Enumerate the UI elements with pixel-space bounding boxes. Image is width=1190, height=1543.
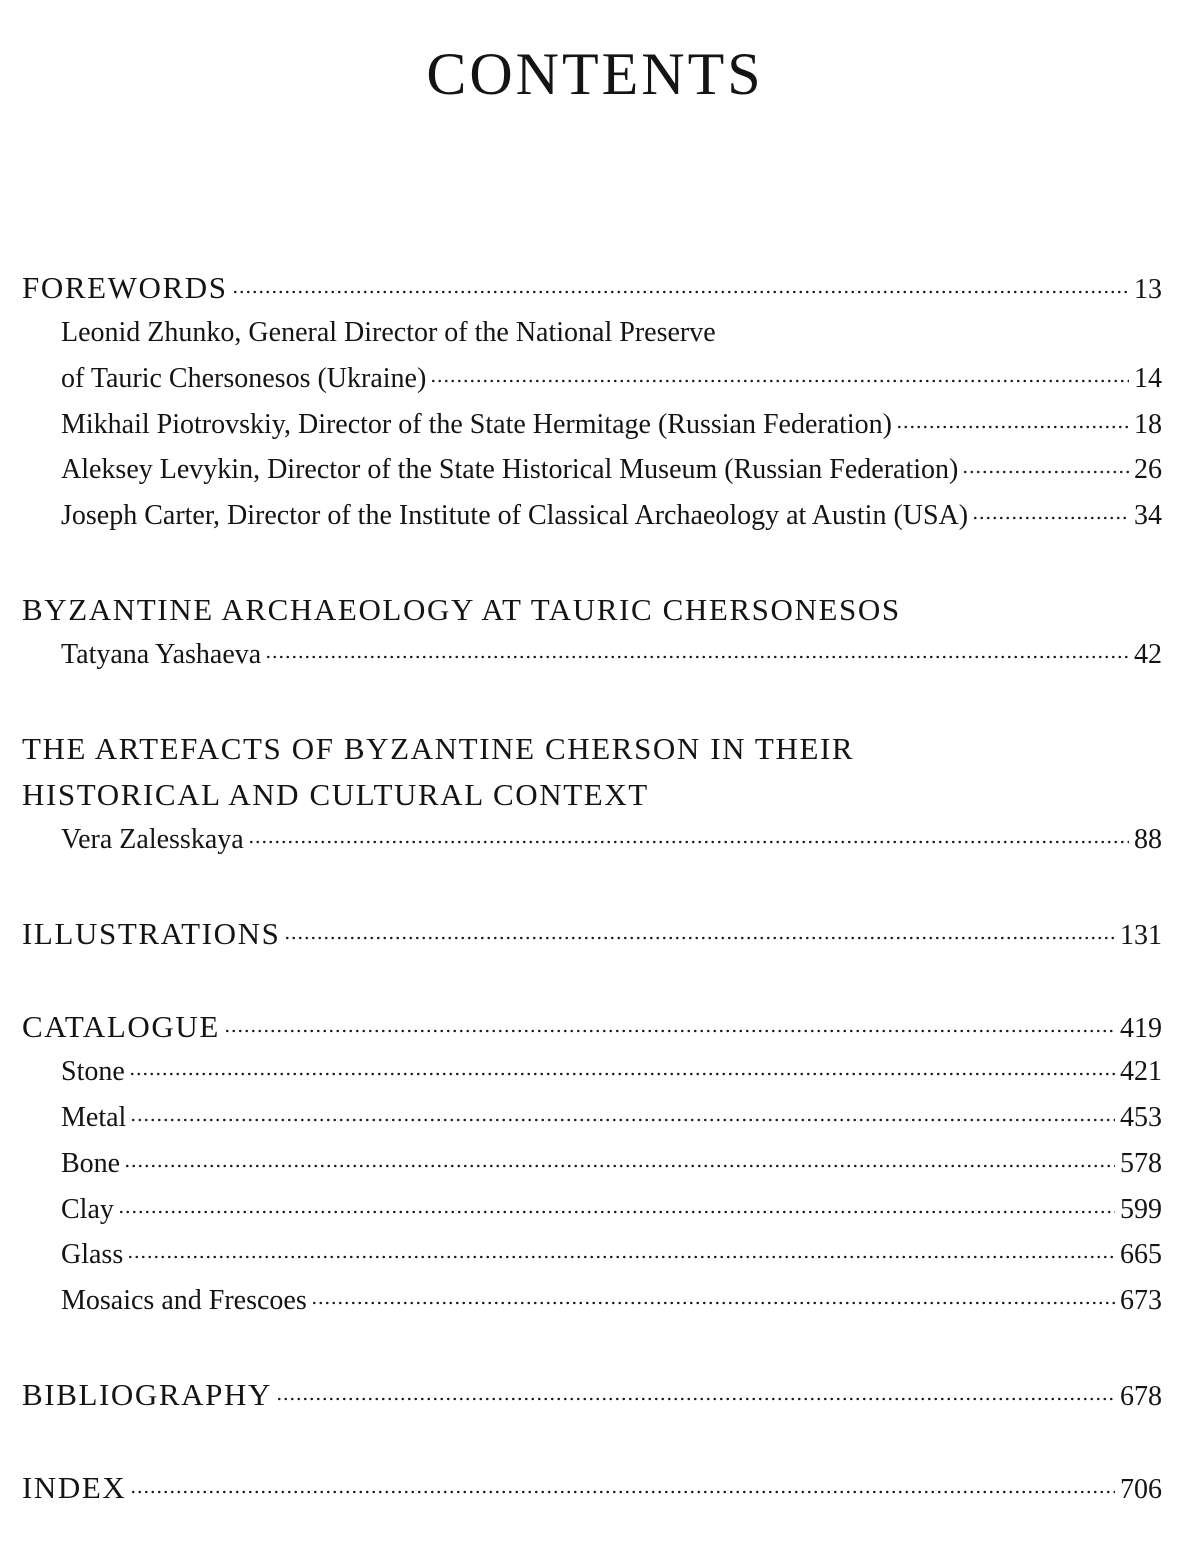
entry-label: Aleksey Levykin, Director of the State Historical Museum (Russian Federation) <box>61 454 959 485</box>
dot-leader <box>276 1393 1115 1405</box>
toc-entry-zhunko-line1[interactable] <box>61 319 1162 347</box>
section-title: INDEX <box>22 1470 127 1505</box>
page-number: 419 <box>1120 1013 1162 1044</box>
entry-label: Stone <box>61 1056 125 1087</box>
page-number: 421 <box>1120 1056 1162 1087</box>
page-number: 453 <box>1120 1102 1162 1133</box>
toc-entry-bone[interactable] <box>61 1150 1162 1178</box>
page-number: 42 <box>1134 639 1162 670</box>
toc-entry-stone[interactable] <box>61 1058 1162 1086</box>
dot-leader <box>124 1160 1115 1172</box>
dot-leader <box>311 1297 1115 1309</box>
toc-entry-zhunko[interactable] <box>61 365 1162 393</box>
dot-leader <box>224 1025 1115 1037</box>
dot-leader <box>130 1486 1115 1498</box>
page-number: 14 <box>1134 363 1162 394</box>
page-number: 26 <box>1134 454 1162 485</box>
page-number: 34 <box>1134 500 1162 531</box>
section-title: ILLUSTRATIONS <box>22 916 281 951</box>
toc-entry-artefacts-line1[interactable] <box>22 733 1162 764</box>
page-number: 131 <box>1120 920 1162 951</box>
dot-leader <box>265 651 1129 663</box>
dot-leader <box>284 932 1115 944</box>
page-number: 13 <box>1134 274 1162 305</box>
entry-label: Glass <box>61 1239 124 1270</box>
toc-entry-metal[interactable] <box>61 1104 1162 1132</box>
toc-entry-piotrovskiy[interactable] <box>61 411 1162 439</box>
section-title: BIBLIOGRAPHY <box>22 1377 272 1412</box>
section-title: THE ARTEFACTS OF BYZANTINE CHERSON IN THEIR <box>22 731 855 766</box>
entry-label: of Tauric Chersonesos (Ukraine) <box>61 363 427 394</box>
section-title: FOREWORDS <box>22 270 228 305</box>
toc-entry-index[interactable] <box>22 1472 1162 1504</box>
page-title: CONTENTS <box>426 41 764 107</box>
toc-entry-carter[interactable] <box>61 502 1162 530</box>
entry-label: Leonid Zhunko, General Director of the National Preserve <box>61 317 716 348</box>
dot-leader <box>248 836 1129 848</box>
page-number: 18 <box>1134 409 1162 440</box>
toc-entry-mosaics-frescoes[interactable] <box>61 1287 1162 1315</box>
dot-leader <box>962 466 1129 478</box>
entry-label: Vera Zalesskaya <box>61 824 244 855</box>
page-number: 578 <box>1120 1148 1162 1179</box>
dot-leader <box>118 1206 1115 1218</box>
toc-entry-illustrations[interactable] <box>22 918 1162 950</box>
dot-leader <box>972 512 1129 524</box>
section-title: CATALOGUE <box>22 1009 220 1044</box>
dot-leader <box>130 1114 1115 1126</box>
dot-leader <box>896 421 1129 433</box>
toc-entry-glass[interactable] <box>61 1241 1162 1269</box>
dot-leader <box>129 1068 1115 1080</box>
toc-entry-bibliography[interactable] <box>22 1379 1162 1411</box>
toc-entry-artefacts-line2[interactable] <box>22 779 1162 810</box>
entry-label: Metal <box>61 1102 127 1133</box>
page-number: 678 <box>1120 1381 1162 1412</box>
entry-label: Mikhail Piotrovskiy, Director of the State Hermitage (Russian Federation) <box>61 409 893 440</box>
toc-entry-catalogue[interactable] <box>22 1011 1162 1043</box>
dot-leader <box>232 286 1129 298</box>
toc-entry-byzantine-archaeology[interactable] <box>22 594 1162 625</box>
page-number: 88 <box>1134 824 1162 855</box>
toc-entry-clay[interactable] <box>61 1196 1162 1224</box>
dot-leader <box>430 375 1129 387</box>
entry-label: Bone <box>61 1148 121 1179</box>
toc-entry-levykin[interactable] <box>61 456 1162 484</box>
entry-label: Clay <box>61 1194 114 1225</box>
entry-label: Tatyana Yashaeva <box>61 639 262 670</box>
toc-entry-yashaeva[interactable] <box>61 641 1162 669</box>
entry-label: Mosaics and Frescoes <box>61 1285 307 1316</box>
page-number: 599 <box>1120 1194 1162 1225</box>
entry-label: Joseph Carter, Director of the Institute of Classical Archaeology at Austin (USA) <box>61 500 969 531</box>
page-number: 706 <box>1120 1474 1162 1505</box>
page-number: 665 <box>1120 1239 1162 1270</box>
section-title: BYZANTINE ARCHAEOLOGY AT TAURIC CHERSONESOS <box>22 592 901 627</box>
page-number: 673 <box>1120 1285 1162 1316</box>
toc-entry-forewords[interactable] <box>22 272 1162 304</box>
dot-leader <box>127 1251 1115 1263</box>
toc-entry-zalesskaya[interactable] <box>61 826 1162 854</box>
section-title: HISTORICAL AND CULTURAL CONTEXT <box>22 777 649 812</box>
